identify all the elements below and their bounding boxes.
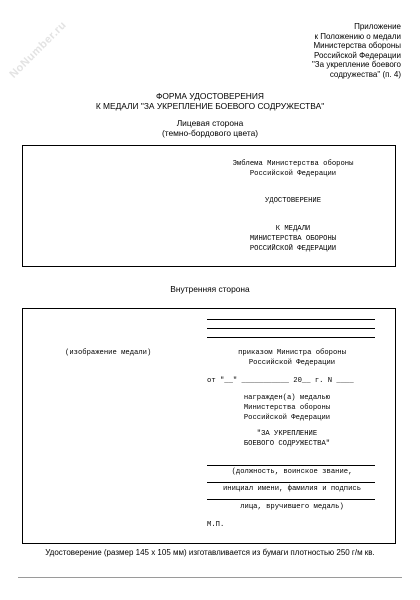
document-title (0, 91, 420, 111)
front-side-color-note: (темно-бордового цвета) (161, 128, 259, 138)
front-side-label: Лицевая сторона (176, 118, 244, 128)
person-caption: лица, вручившего медаль) (240, 503, 344, 511)
emblem-line-2: Российской Федерации (249, 170, 337, 178)
title-line-2: К МЕДАЛИ "ЗА УКРЕПЛЕНИЕ БОЕВОГО СОДРУЖЕСТВА" (95, 101, 325, 111)
watermark: NoNumber.ru (7, 19, 69, 81)
medal-line-2: МИНИСТЕРСТВА ОБОРОНЫ (249, 235, 337, 243)
medal-image-placeholder: (изображение медали) (65, 349, 152, 357)
certificate-heading: УДОСТОВЕРЕНИЕ (264, 197, 322, 205)
appendix-line: Российской Федерации (314, 50, 401, 60)
inner-side-label: Внутренняя сторона (170, 284, 250, 294)
award-line-1: награжден(а) медалью (243, 394, 331, 402)
appendix-line: Приложение (354, 22, 401, 31)
blank-line (207, 319, 375, 320)
appendix-line: к Положению о медали (314, 31, 401, 41)
stamp-mark: М.П. (207, 521, 225, 529)
signature-line (207, 465, 375, 466)
signature-line (207, 482, 375, 483)
blank-line (207, 337, 375, 338)
inner-side-card (22, 308, 396, 544)
title-line-1: ФОРМА УДОСТОВЕРЕНИЯ (156, 91, 264, 101)
emblem-line-1: Эмблема Министерства обороны (232, 160, 354, 168)
order-line-1: приказом Министра обороны (238, 349, 346, 357)
appendix-note (251, 22, 401, 80)
footer-note: Удостоверение (размер 145 x 105 мм) изготавливается из бумаги плотностью 250 г/м кв. (45, 548, 375, 557)
signature-line (207, 499, 375, 500)
initials-caption: инициал имени, фамилия и подпись (222, 485, 362, 493)
bottom-divider (18, 577, 402, 578)
appendix-line: Министерства обороны (313, 41, 401, 51)
medal-line-1: К МЕДАЛИ (275, 225, 311, 233)
appendix-line: содружества" (п. 4) (329, 69, 401, 79)
medal-name-2: БОЕВОГО СОДРУЖЕСТВА" (243, 440, 331, 448)
medal-line-3: РОССИЙСКОЙ ФЕДЕРАЦИИ (249, 245, 337, 253)
appendix-line: "За укрепление боевого (311, 60, 401, 70)
award-line-2: Министерства обороны (243, 404, 331, 412)
order-date-line: от "__" ___________ 20__ г. N ____ (207, 377, 354, 385)
front-side-card (22, 145, 396, 267)
front-side-heading (0, 118, 420, 138)
medal-name-1: "ЗА УКРЕПЛЕНИЕ (256, 430, 318, 438)
award-line-3: Российской Федерации (243, 414, 331, 422)
position-caption: (должность, воинское звание, (231, 468, 353, 476)
blank-line (207, 328, 375, 329)
order-line-2: Российской Федерации (248, 359, 336, 367)
